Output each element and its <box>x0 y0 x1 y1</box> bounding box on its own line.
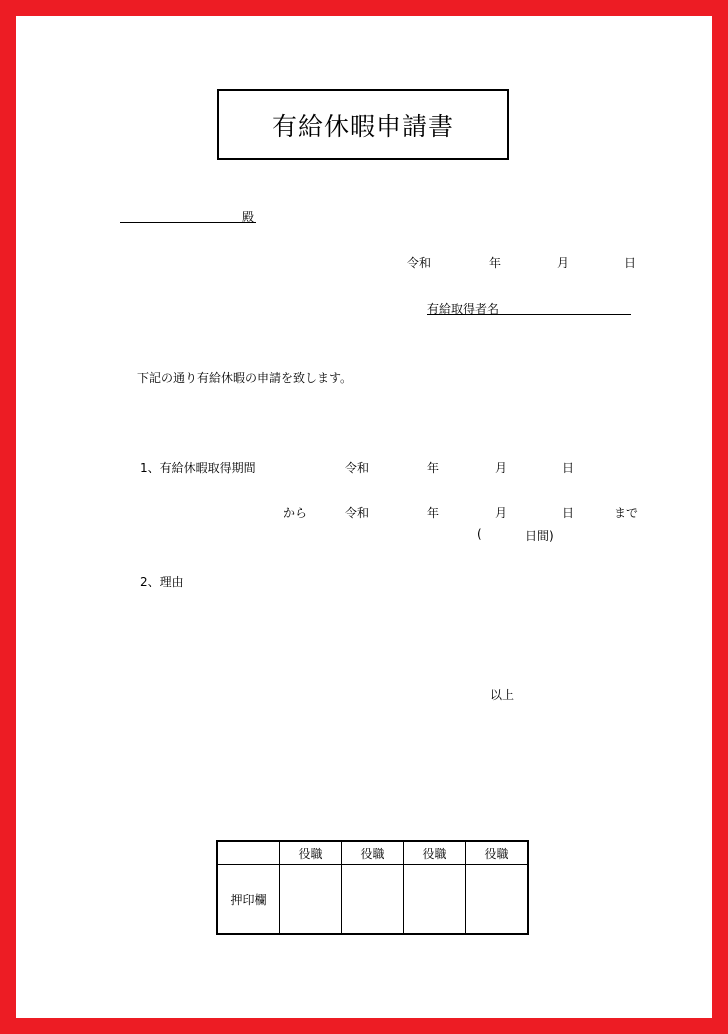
document-title: 有給休暇申請書 <box>271 111 454 141</box>
closing-text: 以上 <box>490 688 515 702</box>
days-open: ( <box>477 527 482 541</box>
from-month: 月 <box>495 461 508 475</box>
date-month: 月 <box>557 256 570 270</box>
days-close: 日間) <box>525 529 554 543</box>
stamp-header-cell: 役職 <box>342 841 404 865</box>
to-era: 令和 <box>345 506 370 520</box>
stamp-body-row <box>217 865 528 935</box>
stamp-header-cell: 役職 <box>404 841 466 865</box>
stamp-table <box>216 840 529 935</box>
date-day: 日 <box>624 256 637 270</box>
from-day: 日 <box>562 461 575 475</box>
to-month: 月 <box>495 506 508 520</box>
from-year: 年 <box>427 461 440 475</box>
to-suffix: まで <box>614 506 639 520</box>
stamp-header-cell: 役職 <box>280 841 342 865</box>
stamp-header-row <box>217 841 528 865</box>
document-sheet <box>16 16 712 1018</box>
stamp-header-cell: 役職 <box>466 841 529 865</box>
stamp-cell[interactable] <box>404 865 466 935</box>
addressee-underline <box>120 222 256 223</box>
stamp-cell[interactable] <box>466 865 529 935</box>
to-year: 年 <box>427 506 440 520</box>
stamp-cell[interactable] <box>342 865 404 935</box>
addressee-suffix: 殿 <box>242 210 255 224</box>
title-box <box>217 89 509 160</box>
date-year: 年 <box>489 256 502 270</box>
stamp-corner-cell <box>217 841 280 865</box>
intro-text: 下記の通り有給休暇の申請を致します。 <box>137 371 353 385</box>
to-prefix: から <box>283 506 308 520</box>
to-day: 日 <box>562 506 575 520</box>
stamp-row-label: 押印欄 <box>217 865 280 935</box>
applicant-underline <box>427 314 631 315</box>
from-era: 令和 <box>345 461 370 475</box>
stamp-cell[interactable] <box>280 865 342 935</box>
section2-label: 2、理由 <box>140 575 184 589</box>
date-era: 令和 <box>407 256 432 270</box>
section1-label: 1、有給休暇取得期間 <box>140 461 256 475</box>
applicant-label: 有給取得者名 <box>427 302 500 316</box>
